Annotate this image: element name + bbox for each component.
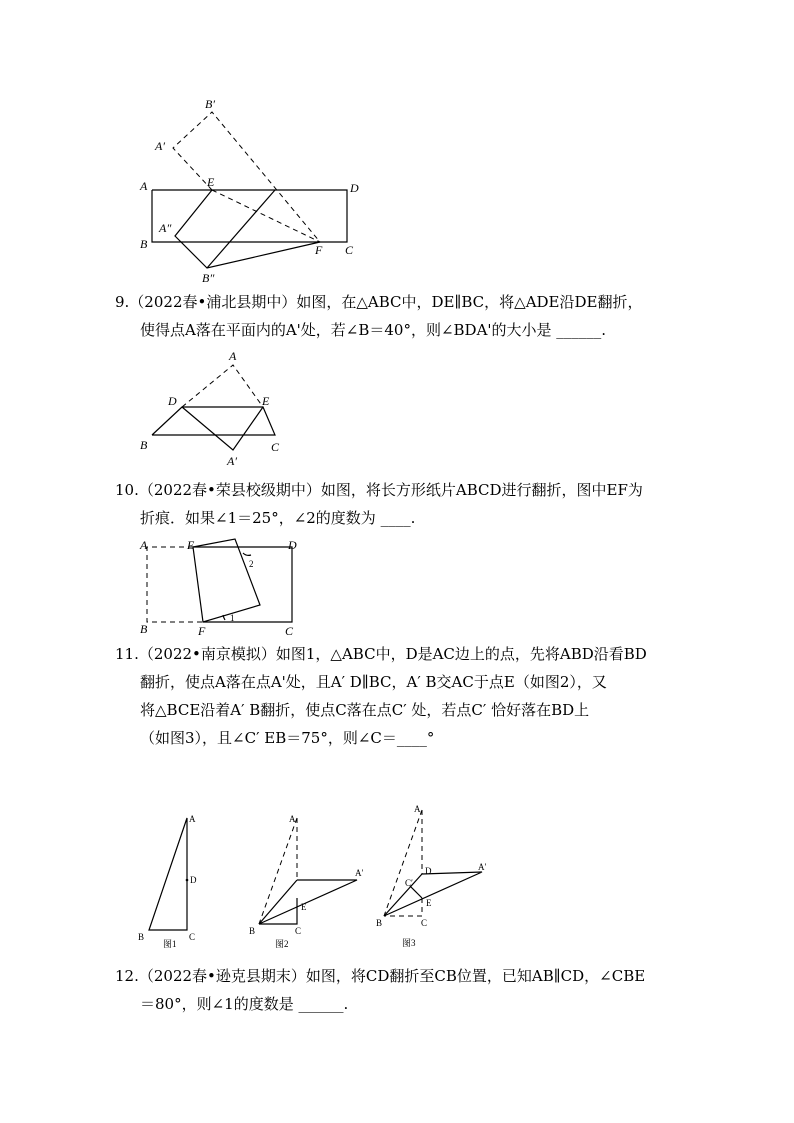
label-e: E [207, 175, 215, 189]
label-c1: C′ [405, 878, 413, 888]
dashed-ef [212, 190, 320, 242]
label-d: D [425, 866, 432, 876]
q11-line4: （如图3），且∠C′ EB＝75°，则∠C＝____° [140, 729, 435, 747]
question-9 [115, 288, 695, 344]
label-a1: A′ [227, 454, 237, 468]
triangle-abc [149, 818, 187, 930]
label-d: D [288, 538, 297, 552]
figure-q11-1 [135, 810, 215, 950]
label-d: D [168, 394, 177, 408]
folded-triangle [259, 880, 357, 924]
label-b: B [138, 932, 145, 942]
q12-line2: ＝80°，则∠1的度数是 ______. [140, 995, 349, 1013]
q9-line1: 9.（2022春•浦北县期中）如图，在△ABC中，DE∥BC，将△ADE沿DE翻折， [115, 293, 643, 311]
label-a1: A′ [478, 862, 487, 872]
fold-lines [175, 190, 320, 268]
label-e: E [301, 902, 307, 912]
label-b: B [140, 622, 148, 636]
fold-line [207, 190, 275, 268]
label-a: A [189, 814, 196, 824]
label-a: A [289, 814, 296, 824]
q11-line2: 翻折，使点A落在点A'处，且A′ D∥BC，A′ B交AC于点E（如图2），又 [140, 673, 607, 691]
label-e: E [262, 394, 270, 408]
label-b1: B′ [205, 97, 215, 111]
q12-line1: 12.（2022春•逊克县期末）如图，将CD翻折至CB位置，已知AB∥CD，∠CBE [115, 967, 646, 985]
label-e: E [426, 898, 432, 908]
figure-rectangle-fold [135, 90, 375, 290]
q11-line3: 将△BCE沿着A′ B翻折，使点C落在点C′ 处，若点C′ 恰好落在BD上 [140, 701, 590, 719]
label-a: A [414, 804, 421, 814]
label-a2: A″ [159, 221, 172, 235]
folded-triangle [182, 407, 263, 450]
fig2-caption: 图2 [275, 939, 289, 949]
q11-line1: 11.（2022•南京模拟）如图1，△ABC中，D是AC边上的点，先将ABD沿看BD [115, 645, 647, 663]
label-b2: B″ [202, 271, 215, 285]
figure-q9-triangle [135, 345, 295, 470]
label-e: E [187, 538, 195, 552]
label-a1: A′ [155, 139, 165, 153]
label-b: B [140, 237, 148, 251]
rectangle-abcd [152, 190, 347, 242]
dashed-ab [384, 810, 422, 916]
label-c: C [295, 926, 302, 936]
angle-2-arc [243, 553, 251, 555]
label-b: B [140, 438, 148, 452]
figure-q11-2 [245, 810, 375, 950]
label-a1: A′ [355, 868, 364, 878]
folded-triangle [384, 872, 482, 916]
label-d: D [350, 181, 359, 195]
label-b: B [376, 918, 383, 928]
question-10 [115, 476, 695, 532]
trapezoid-bcde [152, 407, 275, 435]
dashed-original [182, 365, 263, 407]
label-angle2: 2 [249, 559, 254, 569]
fig3-caption: 图3 [402, 938, 416, 948]
label-angle1: 1 [230, 613, 235, 623]
fig1-caption: 图1 [163, 939, 177, 949]
point-d [186, 879, 189, 882]
label-a: A [140, 538, 148, 552]
label-d: D [190, 875, 197, 885]
figure-q11-3 [370, 800, 500, 950]
q10-line2: 折痕．如果∠1＝25°，∠2的度数为 ____. [140, 509, 416, 527]
folded-flap [193, 539, 260, 622]
label-f: F [198, 624, 206, 638]
label-a: A [140, 179, 148, 193]
label-f: F [315, 243, 323, 257]
label-c: C [189, 932, 196, 942]
dashed-ab [259, 818, 297, 924]
question-11 [115, 640, 695, 752]
q10-line1: 10.（2022春•荣县校级期中）如图，将长方形纸片ABCD进行翻折，图中EF为 [115, 481, 643, 499]
label-c: C [271, 440, 280, 454]
label-c: C [285, 624, 294, 638]
q9-line2: 使得点A落在平面内的A'处，若∠B＝40°，则∠BDA'的大小是 ______. [140, 321, 607, 339]
label-c: C [345, 243, 354, 257]
question-12 [115, 962, 695, 1018]
figure-q10-rectangle [135, 537, 310, 642]
label-b: B [249, 926, 256, 936]
label-a: A [229, 349, 237, 363]
label-c: C [421, 918, 428, 928]
